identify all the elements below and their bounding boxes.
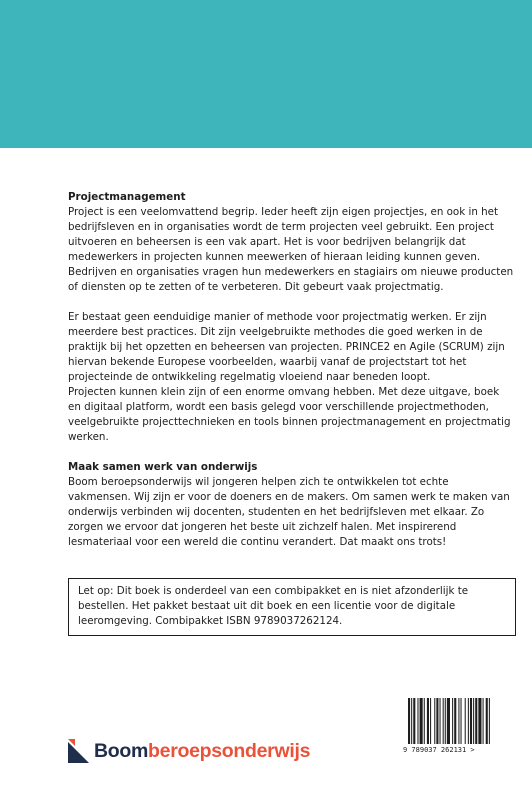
notice-text: Let op: Dit boek is onderdeel van een combipakket en is niet afzonderlijk te bestellen. Het pakket bestaat uit dit boek en een licentie voor de digitale leeromgeving. Combipakket ISBN 9789037262124. [78, 585, 469, 627]
publisher-logo [68, 736, 310, 766]
isbn-digits: 9 789037 262131 > [403, 746, 475, 754]
logo-word-boom: Boom [94, 739, 149, 762]
barcode-icon [408, 698, 493, 746]
section-heading-onderwijs: Maak samen werk van onderwijs [68, 461, 258, 473]
back-cover-text [68, 190, 514, 550]
paragraph-publisher: Boom beroepsonderwijs wil jongeren helpen zich te ontwikkelen tot echte vakmensen. Wij zijn er voor de doeners en de makers. Om samen werk te maken van onderwijs verbinden wij docenten, studenten en het bedrijfsleven met elkaar. Zo zorgen we ervoor dat jongeren het beste uit zichzelf halen. Met inspirerend lesmateriaal voor een wereld die continu verandert. Dat maakt ons trots! [68, 476, 510, 548]
logo-word-beroepsonderwijs: beroepsonderwijs [148, 739, 311, 762]
paragraph-intro: Project is een veelomvattend begrip. Ieder heeft zijn eigen projectjes, en ook in het bedrijfsleven en in organisaties wordt de term projecten veel gebruikt. Een project uitvoeren en beheersen is een vak apart. Het is voor bedrijven belangrijk dat medewerkers in projecten kunnen meewerken of hieraan leiding kunnen geven. Bedrijven en organisaties vragen hun medewerkers en stagiairs om nieuwe producten of diensten op te zetten of te verbeteren. Dit gebeurt vaak projectmatig. [68, 206, 514, 293]
section-heading-projectmanagement: Projectmanagement [68, 191, 186, 203]
paragraph-methods: Er bestaat geen eenduidige manier of methode voor projectmatig werken. Er zijn meerdere best practices. Dit zijn veelgebruikte methodes die goed werken in de praktijk bij het opzetten en beheersen van projecten. PRINCE2 en Agile (SCRUM) zijn hiervan bekende Europese voorbeelden, waarbij vanaf de projectstart tot het projecteinde de ontwikkeling regelmatig vloeiend naar beneden loopt. [68, 311, 505, 383]
paragraph-scope: Projecten kunnen klein zijn of een enorme omvang hebben. Met deze uitgave, boek en digitaal platform, wordt een basis gelegd voor verschillende projectmethoden, veelgebruikte projecttechnieken en tools binnen projectmanagement en projectmatig werken. [68, 386, 511, 443]
isbn-barcode [403, 698, 503, 760]
boom-logo-mark-icon [68, 739, 89, 763]
combipakket-notice-box [68, 578, 516, 636]
cover-banner [0, 0, 532, 148]
